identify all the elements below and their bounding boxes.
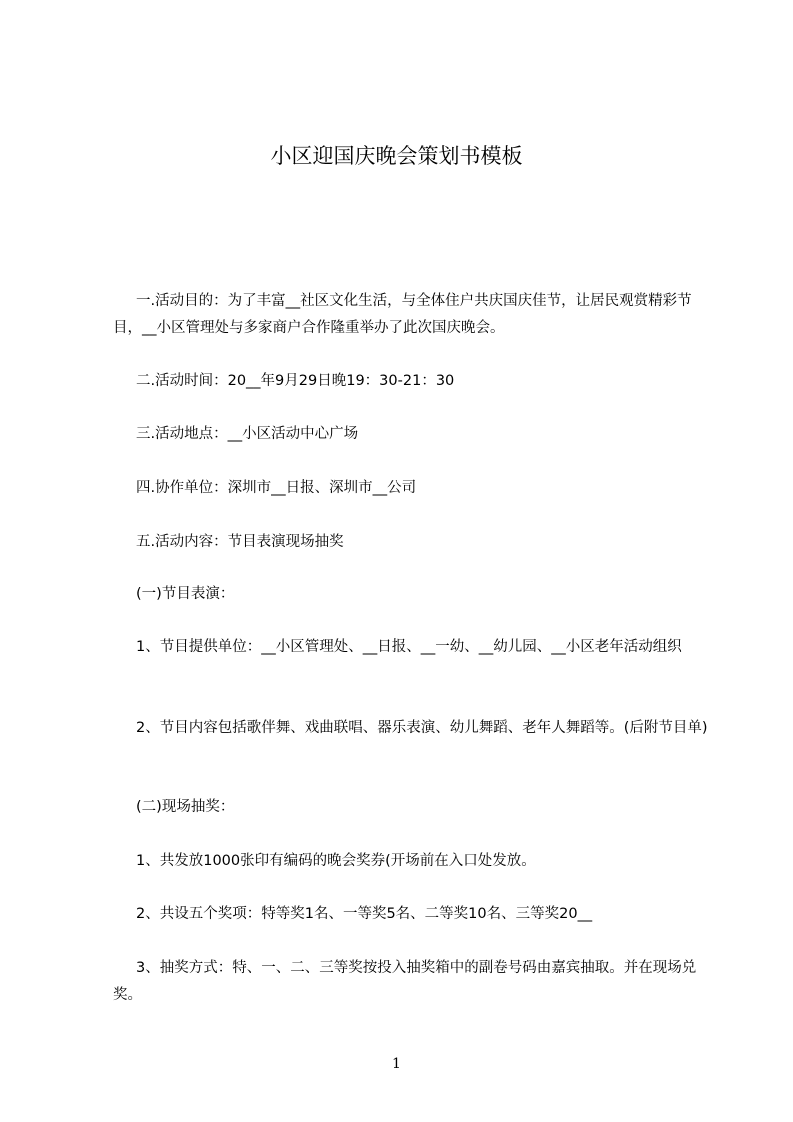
- paragraph-section-performance: (一)节目表演：: [136, 586, 235, 602]
- paragraph-lottery-prizes: 2、共设五个奖项：特等奖1名、一等奖5名、二等奖10名、三等奖20__: [136, 906, 593, 922]
- paragraph-activity-time: 二.活动时间：20__年9月29日晚19：30-21：30: [136, 373, 455, 389]
- paragraph-cooperating-units: 四.协作单位：深圳市__日报、深圳市__公司: [136, 480, 417, 496]
- paragraph-section-lottery: (二)现场抽奖：: [136, 799, 235, 815]
- paragraph-performance-content: 2、节目内容包括歌伴舞、戏曲联唱、器乐表演、幼儿舞蹈、老年人舞蹈等。(后附节目单): [136, 720, 708, 736]
- paragraph-activity-purpose: 一.活动目的：为了丰富__社区文化生活，与全体住户共庆国庆佳节，让居民观赏精彩节目，__小区管理处与多家商户合作隆重举办了此次国庆晚会。: [113, 293, 692, 336]
- paragraph-lottery-tickets: 1、共发放1000张印有编码的晚会奖券(开场前在入口处发放。: [136, 853, 536, 869]
- document-title: 小区迎国庆晚会策划书模板: [270, 144, 523, 168]
- paragraph-activity-content: 五.活动内容：节目表演现场抽奖: [136, 534, 344, 550]
- paragraph-performance-providers: 1、节目提供单位：__小区管理处、__日报、__一幼、__幼儿园、__小区老年活动组织: [136, 639, 682, 655]
- page-number: 1: [392, 1056, 401, 1072]
- paragraph-lottery-method: 3、抽奖方式：特、一、二、三等奖按投入抽奖箱中的副卷号码由嘉宾抽取。并在现场兑奖。: [113, 960, 697, 1003]
- paragraph-activity-location: 三.活动地点：__小区活动中心广场: [136, 426, 359, 442]
